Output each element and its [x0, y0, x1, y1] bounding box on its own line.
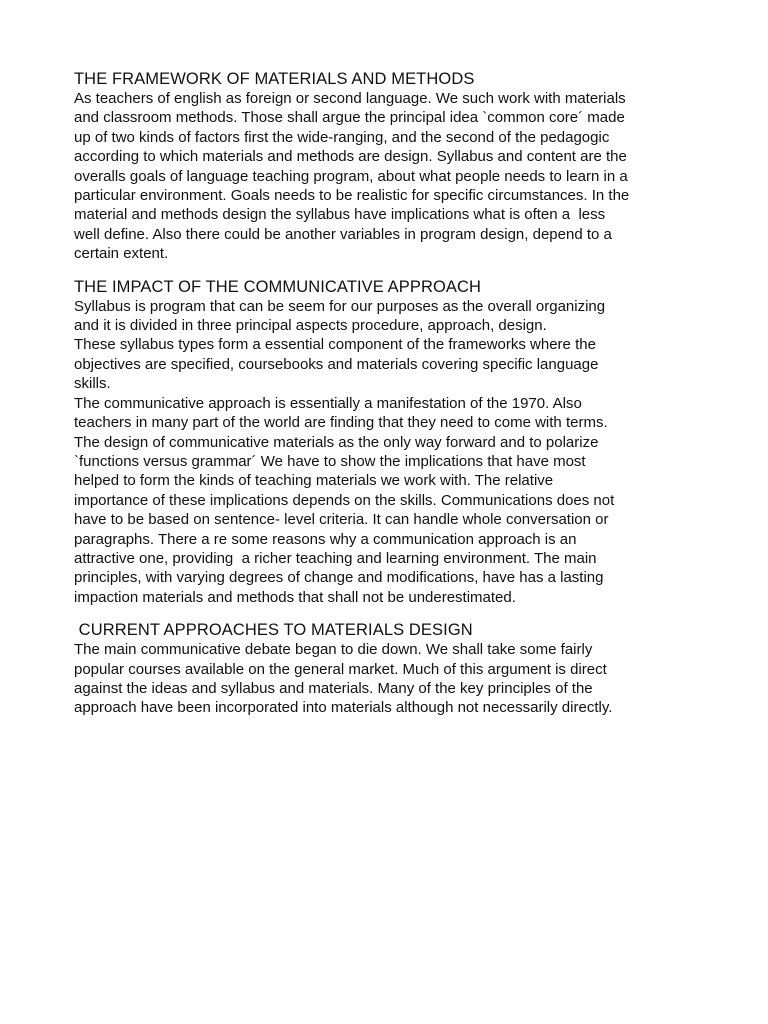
text-line: and classroom methods. Those shall argue the principal idea `common core´ made [74, 109, 625, 127]
text-line: Syllabus is program that can be seem for our purposes as the overall organizing [74, 297, 606, 315]
section-heading: THE IMPACT OF THE COMMUNICATIVE APPROACH [74, 277, 482, 296]
text-line: These syllabus types form a essential component of the frameworks where the [74, 336, 596, 354]
section-current-approaches [74, 621, 710, 718]
text-line: skills. [74, 375, 111, 393]
section-paragraph [74, 297, 710, 608]
text-line: popular courses available on the general market. Much of this argument is direct [74, 660, 607, 678]
text-line: attractive one, providing a richer teaching and learning environment. The main [74, 549, 597, 567]
text-line: approach have been incorporated into materials although not necessarily directly. [74, 699, 613, 717]
text-line: `functions versus grammar´ We have to show the implications that have most [74, 452, 586, 470]
text-line: As teachers of english as foreign or second language. We such work with materials [74, 90, 626, 107]
text-line: The main communicative debate began to die down. We shall take some fairly [74, 641, 593, 659]
text-line: importance of these implications depends on the skills. Communications does not [74, 491, 615, 509]
text-line: well define. Also there could be another variables in program design, depend to a [74, 225, 612, 243]
text-line: teachers in many part of the world are finding that they need to come with terms. [74, 414, 608, 432]
text-line: The communicative approach is essentially a manifestation of the 1970. Also [74, 394, 582, 412]
section-paragraph [74, 89, 710, 264]
text-line: principles, with varying degrees of change and modifications, have has a lasting [74, 569, 604, 587]
text-line: up of two kinds of factors first the wide-ranging, and the second of the pedagogic [74, 128, 610, 146]
document-body [74, 70, 710, 718]
section-heading: THE FRAMEWORK OF MATERIALS AND METHODS [74, 70, 475, 88]
text-line: impaction materials and methods that shall not be underestimated. [74, 588, 516, 606]
text-line: paragraphs. There a re some reasons why a communication approach is an [74, 530, 577, 548]
section-communicative-impact [74, 278, 710, 608]
section-heading: CURRENT APPROACHES TO MATERIALS DESIGN [74, 621, 473, 640]
text-line: particular environment. Goals needs to be realistic for specific circumstances. In the [74, 187, 630, 205]
text-line: certain extent. [74, 245, 169, 263]
text-line: have to be based on sentence- level criteria. It can handle whole conversation or [74, 511, 609, 529]
text-line: The design of communicative materials as the only way forward and to polarize [74, 433, 599, 451]
text-line: objectives are specified, coursebooks and materials covering specific language [74, 355, 599, 373]
text-line: according to which materials and methods are design. Syllabus and content are the [74, 148, 627, 166]
section-paragraph [74, 640, 710, 718]
text-line: material and methods design the syllabus have implications what is often a less [74, 206, 606, 224]
section-framework [74, 70, 710, 264]
text-line: helped to form the kinds of teaching materials we work with. The relative [74, 472, 554, 490]
text-line: overalls goals of language teaching program, about what people needs to learn in a [74, 167, 628, 185]
text-line: and it is divided in three principal aspects procedure, approach, design. [74, 317, 547, 335]
text-line: against the ideas and syllabus and materials. Many of the key principles of the [74, 679, 593, 697]
